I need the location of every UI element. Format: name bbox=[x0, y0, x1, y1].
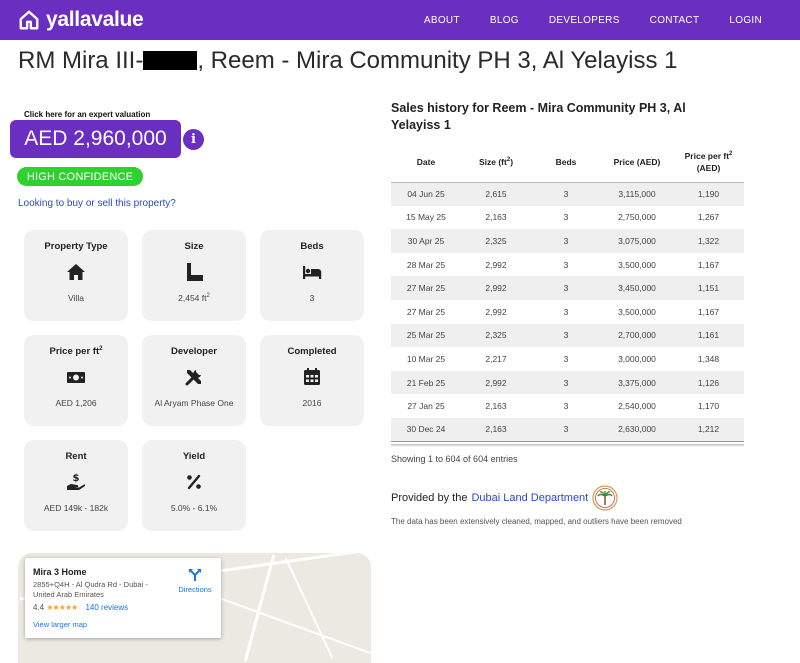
entries-info: Showing 1 to 604 of 604 entries bbox=[391, 454, 518, 464]
cell-size: 2,992 bbox=[485, 306, 507, 317]
cell-date: 27 Mar 25 bbox=[406, 283, 446, 294]
house-logo-icon bbox=[18, 9, 40, 31]
cell-date: 27 Jan 25 bbox=[407, 401, 445, 412]
cell-price-per-ft: 1,170 bbox=[697, 401, 720, 412]
directions-button[interactable] bbox=[175, 568, 215, 594]
cell-size: 2,163 bbox=[461, 418, 531, 442]
cell-price: 3,075,000 bbox=[618, 235, 656, 246]
cell-beds: 3 bbox=[563, 212, 569, 223]
cell-size: 2,163 bbox=[485, 401, 507, 412]
cell-date: 30 Dec 24 bbox=[391, 418, 461, 442]
page-title bbox=[18, 47, 678, 75]
ruler-icon bbox=[184, 262, 204, 282]
svg-text:$: $ bbox=[72, 473, 80, 484]
cell-beds: 3 bbox=[563, 283, 569, 294]
table-row bbox=[391, 394, 744, 418]
money-icon bbox=[66, 367, 86, 387]
table-row bbox=[391, 371, 744, 395]
size-sup: 2 bbox=[206, 293, 210, 300]
star-rating-icon: ★★★★★ bbox=[46, 603, 78, 612]
table-row bbox=[391, 182, 744, 206]
rating-value: 4.4 bbox=[33, 603, 45, 612]
table-row bbox=[391, 324, 744, 348]
dld-logo-icon bbox=[592, 485, 618, 511]
nav-link-contact[interactable]: CONTACT bbox=[649, 14, 700, 26]
cell-date: 21 Feb 25 bbox=[406, 377, 446, 388]
card-title: Property Type bbox=[44, 241, 108, 252]
percent-icon bbox=[184, 472, 204, 492]
cell-price: 3,450,000 bbox=[618, 283, 656, 294]
nav-links bbox=[394, 0, 762, 40]
confidence-badge: HIGH CONFIDENCE bbox=[17, 167, 143, 186]
card-value: 2016 bbox=[302, 398, 322, 408]
card-title: Size bbox=[184, 241, 204, 252]
cell-date: 15 May 25 bbox=[406, 212, 446, 223]
sales-history-title: Sales history for Reem - Mira Community PH 3, Al Yelayiss 1 bbox=[391, 101, 686, 132]
table-row bbox=[391, 253, 744, 277]
expert-valuation-link[interactable]: Click here for an expert valuation bbox=[24, 110, 151, 119]
directions-label: Directions bbox=[178, 585, 212, 594]
card-developer bbox=[142, 335, 246, 426]
card-size bbox=[142, 230, 246, 321]
cell-beds: 3 bbox=[563, 353, 569, 364]
table-row bbox=[391, 347, 744, 371]
disclaimer: The data has been extensively cleaned, mapped, and outliers have been removed bbox=[391, 517, 682, 526]
cell-price-per-ft: 1,267 bbox=[697, 212, 720, 223]
map-place-card bbox=[25, 558, 221, 638]
reviews-link[interactable]: 140 reviews bbox=[85, 603, 129, 612]
cell-price-per-ft: 1,126 bbox=[697, 377, 720, 388]
card-title: Yield bbox=[182, 451, 206, 462]
col-size-close: ) bbox=[510, 157, 514, 168]
cell-price: 3,115,000 bbox=[618, 189, 656, 200]
cell-price: 3,375,000 bbox=[618, 377, 656, 388]
map-rating bbox=[33, 603, 128, 612]
cell-price-per-ft: 1,167 bbox=[697, 259, 720, 270]
cell-date: 25 Mar 25 bbox=[406, 330, 446, 341]
valuation-amount[interactable]: AED 2,960,000 bbox=[10, 120, 181, 158]
nav-link-blog[interactable]: BLOG bbox=[489, 14, 519, 26]
col-ppf-sup: 2 bbox=[729, 151, 733, 158]
cell-beds: 3 bbox=[563, 306, 569, 317]
cell-size: 2,992 bbox=[485, 377, 507, 388]
table-row bbox=[391, 300, 744, 324]
card-title: Beds bbox=[300, 241, 324, 252]
nav-link-about[interactable]: ABOUT bbox=[423, 14, 460, 26]
card-completed bbox=[260, 335, 364, 426]
col-date[interactable]: Date bbox=[391, 143, 461, 182]
map-place-name: Mira 3 Home bbox=[33, 567, 87, 577]
sales-table-body bbox=[391, 182, 744, 442]
cell-beds: 3 bbox=[563, 330, 569, 341]
card-value: 3 bbox=[309, 293, 315, 303]
col-size[interactable] bbox=[461, 143, 531, 182]
hand-dollar-icon bbox=[66, 472, 86, 492]
card-beds bbox=[260, 230, 364, 321]
cell-beds: 3 bbox=[563, 401, 569, 412]
view-larger-map-link[interactable]: View larger map bbox=[33, 620, 88, 629]
table-shadow bbox=[391, 444, 744, 447]
col-size-text: Size (ft bbox=[478, 157, 507, 168]
ppf-title-sup: 2 bbox=[99, 345, 103, 352]
card-title: Rent bbox=[65, 451, 87, 462]
nav-link-login[interactable]: LOGIN bbox=[729, 14, 762, 26]
card-property-type bbox=[24, 230, 128, 321]
col-size-sup: 2 bbox=[506, 157, 511, 164]
cell-price: 3,000,000 bbox=[618, 353, 656, 364]
cell-date: 28 Mar 25 bbox=[406, 259, 446, 270]
cell-date: 30 Apr 25 bbox=[407, 235, 445, 246]
cell-beds: 3 bbox=[563, 377, 569, 388]
card-value: 5.0% - 6.1% bbox=[170, 503, 218, 513]
tools-icon bbox=[184, 367, 204, 387]
cell-size: 2,325 bbox=[485, 330, 507, 341]
cell-price: 2,540,000 bbox=[618, 401, 656, 412]
redacted-block bbox=[143, 51, 197, 70]
cell-price-per-ft: 1,190 bbox=[697, 189, 720, 200]
cell-date: 10 Mar 25 bbox=[406, 353, 446, 364]
cell-date: 04 Jun 25 bbox=[407, 189, 445, 200]
table-header-row bbox=[391, 143, 744, 182]
cell-price: 2,700,000 bbox=[618, 330, 656, 341]
size-value: 2,454 ft bbox=[178, 293, 207, 303]
card-title bbox=[24, 346, 128, 357]
calendar-icon bbox=[302, 367, 322, 387]
cell-size: 2,992 bbox=[485, 283, 507, 294]
col-ppf-unit: (AED) bbox=[696, 163, 721, 174]
cell-price: 2,750,000 bbox=[618, 212, 656, 223]
cell-price: 2,630,000 bbox=[601, 418, 673, 442]
card-value: Al Aryam Phase One bbox=[154, 398, 234, 408]
cell-price-per-ft: 1,322 bbox=[697, 235, 720, 246]
map-road bbox=[285, 558, 333, 659]
col-price-per-ft[interactable] bbox=[673, 143, 744, 182]
cell-beds: 3 bbox=[563, 259, 569, 270]
dld-link[interactable]: Dubai Land Department bbox=[471, 492, 589, 504]
card-price-per-ft bbox=[24, 335, 128, 426]
cell-price: 3,500,000 bbox=[618, 259, 656, 270]
cell-price-per-ft: 1,212 bbox=[673, 418, 744, 442]
cell-price-per-ft: 1,348 bbox=[697, 353, 720, 364]
provided-by-label: Provided by the bbox=[391, 492, 468, 504]
cell-beds: 3 bbox=[563, 189, 569, 200]
col-ppf-text: Price per ft bbox=[684, 151, 730, 162]
navbar bbox=[0, 0, 800, 40]
title-prefix: RM Mira III- bbox=[18, 47, 144, 74]
card-value: AED 149k - 182k bbox=[43, 503, 109, 513]
logo[interactable] bbox=[18, 8, 143, 32]
cell-price-per-ft: 1,167 bbox=[697, 306, 720, 317]
info-icon[interactable]: i bbox=[183, 129, 204, 150]
col-beds[interactable]: Beds bbox=[531, 143, 601, 182]
cell-price: 3,500,000 bbox=[618, 306, 656, 317]
table-row bbox=[391, 229, 744, 253]
map-address: 2855+Q4H - Al Qudra Rd - Dubai - United Arab Emirates bbox=[33, 580, 148, 599]
cell-size: 2,992 bbox=[485, 259, 507, 270]
card-value bbox=[148, 292, 240, 304]
cell-size: 2,325 bbox=[485, 235, 507, 246]
card-value: Villa bbox=[68, 293, 84, 303]
title-suffix: , Reem - Mira Community PH 3, Al Yelayiss 1 bbox=[197, 47, 678, 74]
cell-size: 2,163 bbox=[485, 212, 507, 223]
table-row bbox=[391, 418, 744, 442]
ppf-title: Price per ft bbox=[49, 346, 100, 357]
cell-size: 2,217 bbox=[485, 353, 507, 364]
table-row bbox=[391, 276, 744, 300]
card-value: AED 1,206 bbox=[55, 398, 97, 408]
home-icon bbox=[66, 262, 86, 282]
buy-sell-link[interactable]: Looking to buy or sell this property? bbox=[18, 198, 176, 209]
card-rent bbox=[24, 440, 128, 531]
cell-beds: 3 bbox=[531, 418, 601, 442]
card-title: Completed bbox=[287, 346, 337, 357]
cell-price-per-ft: 1,151 bbox=[697, 283, 720, 294]
card-title: Developer bbox=[171, 346, 217, 357]
cell-date: 27 Mar 25 bbox=[406, 306, 446, 317]
directions-icon bbox=[188, 568, 202, 582]
sales-table bbox=[391, 143, 744, 442]
table-row bbox=[391, 206, 744, 230]
bed-icon bbox=[302, 262, 322, 282]
logo-text: yallavalue bbox=[46, 8, 144, 31]
cell-beds: 3 bbox=[563, 235, 569, 246]
nav-link-developers[interactable]: DEVELOPERS bbox=[548, 14, 620, 26]
cell-price-per-ft: 1,161 bbox=[697, 330, 720, 341]
cell-size: 2,615 bbox=[485, 189, 507, 200]
data-source bbox=[391, 485, 618, 511]
col-price[interactable]: Price (AED) bbox=[601, 143, 673, 182]
card-yield bbox=[142, 440, 246, 531]
